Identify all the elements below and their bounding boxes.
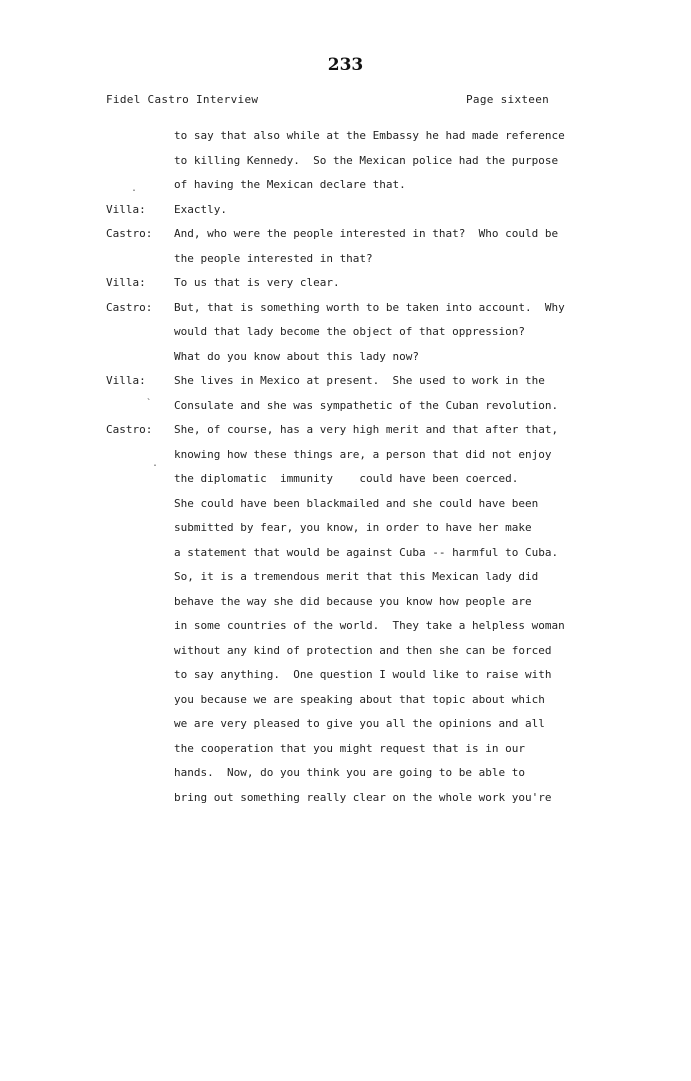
- scan-speck: .: [131, 183, 138, 194]
- line-text: to killing Kennedy. So the Mexican police had the purpose: [174, 153, 559, 167]
- speaker-label: Castro:: [106, 423, 153, 436]
- transcript-line: [106, 252, 626, 277]
- line-text: to say anything. One question I would like to raise with: [174, 668, 552, 681]
- speaker-label: Villa:: [106, 374, 146, 387]
- line-text: Consulate and she was sympathetic of the Cuban revolution.: [174, 398, 559, 412]
- transcript-line: [106, 595, 626, 620]
- line-text: She, of course, has a very high merit and that after that,: [174, 423, 559, 436]
- scan-speck: `: [146, 398, 153, 409]
- transcript-line: [106, 693, 626, 718]
- transcript-body: [106, 129, 626, 815]
- page-label: Page sixteen: [466, 93, 550, 106]
- transcript-line: [106, 619, 626, 644]
- line-text: a statement that would be against Cuba -- harmful to Cuba.: [174, 545, 559, 559]
- page-number: 233: [327, 55, 364, 75]
- line-text: of having the Mexican declare that.: [174, 178, 406, 191]
- scan-speck: .: [152, 458, 159, 469]
- transcript-line: [106, 668, 626, 693]
- line-text: to say that also while at the Embassy he had made reference: [174, 129, 565, 142]
- line-text: hands. Now, do you think you are going to be able to: [174, 766, 525, 779]
- transcript-line: [106, 227, 626, 252]
- line-text: behave the way she did because you know how people are: [174, 594, 532, 608]
- line-text: without any kind of protection and then she can be forced: [174, 643, 552, 657]
- line-text: And, who were the people interested in that? Who could be: [174, 227, 559, 240]
- transcript-line: [106, 644, 626, 669]
- transcript-line: [106, 766, 626, 791]
- line-text: So, it is a tremendous merit that this Mexican lady did: [174, 570, 539, 583]
- transcript-line: [106, 350, 626, 375]
- line-text: the diplomatic immunity could have been coerced.: [174, 472, 519, 485]
- line-text: would that lady become the object of that oppression?: [174, 325, 525, 338]
- line-text: in some countries of the world. They take a helpless woman: [174, 619, 565, 632]
- transcript-line: [106, 399, 626, 424]
- transcript-line: [106, 203, 626, 228]
- transcript-line: [106, 521, 626, 546]
- line-text: knowing how these things are, a person that did not enjoy: [174, 447, 552, 461]
- transcript-line: [106, 497, 626, 522]
- transcript-line: [106, 325, 626, 350]
- line-text: What do you know about this lady now?: [174, 349, 420, 363]
- transcript-line: [106, 742, 626, 767]
- line-text: bring out something really clear on the whole work you're: [174, 790, 552, 804]
- transcript-line: [106, 570, 626, 595]
- transcript-line: [106, 178, 626, 203]
- speaker-label: Villa:: [106, 276, 146, 289]
- line-text: the cooperation that you might request that is in our: [174, 741, 525, 755]
- transcript-line: [106, 717, 626, 742]
- line-text: submitted by fear, you know, in order to have her make: [174, 521, 532, 534]
- line-text: the people interested in that?: [174, 251, 373, 265]
- line-text: She could have been blackmailed and she could have been: [174, 496, 539, 510]
- document-title: Fidel Castro Interview: [106, 93, 259, 106]
- transcript-line: [106, 423, 626, 448]
- speaker-label: Villa:: [106, 202, 146, 216]
- transcript-line: [106, 374, 626, 399]
- line-text: you because we are speaking about that topic about which: [174, 692, 545, 706]
- line-text: She lives in Mexico at present. She used to work in the: [174, 374, 545, 387]
- transcript-line: [106, 791, 626, 816]
- speaker-label: Castro:: [106, 227, 153, 240]
- transcript-line: [106, 448, 626, 473]
- transcript-line: [106, 301, 626, 326]
- line-text: But, that is something worth to be taken into account. Why: [174, 300, 565, 314]
- transcript-line: [106, 472, 626, 497]
- line-text: Exactly.: [174, 202, 227, 216]
- transcript-line: [106, 129, 626, 154]
- line-text: we are very pleased to give you all the opinions and all: [174, 717, 545, 730]
- transcript-line: [106, 154, 626, 179]
- speaker-label: Castro:: [106, 300, 153, 314]
- transcript-line: [106, 276, 626, 301]
- line-text: To us that is very clear.: [174, 276, 340, 289]
- transcript-line: [106, 546, 626, 571]
